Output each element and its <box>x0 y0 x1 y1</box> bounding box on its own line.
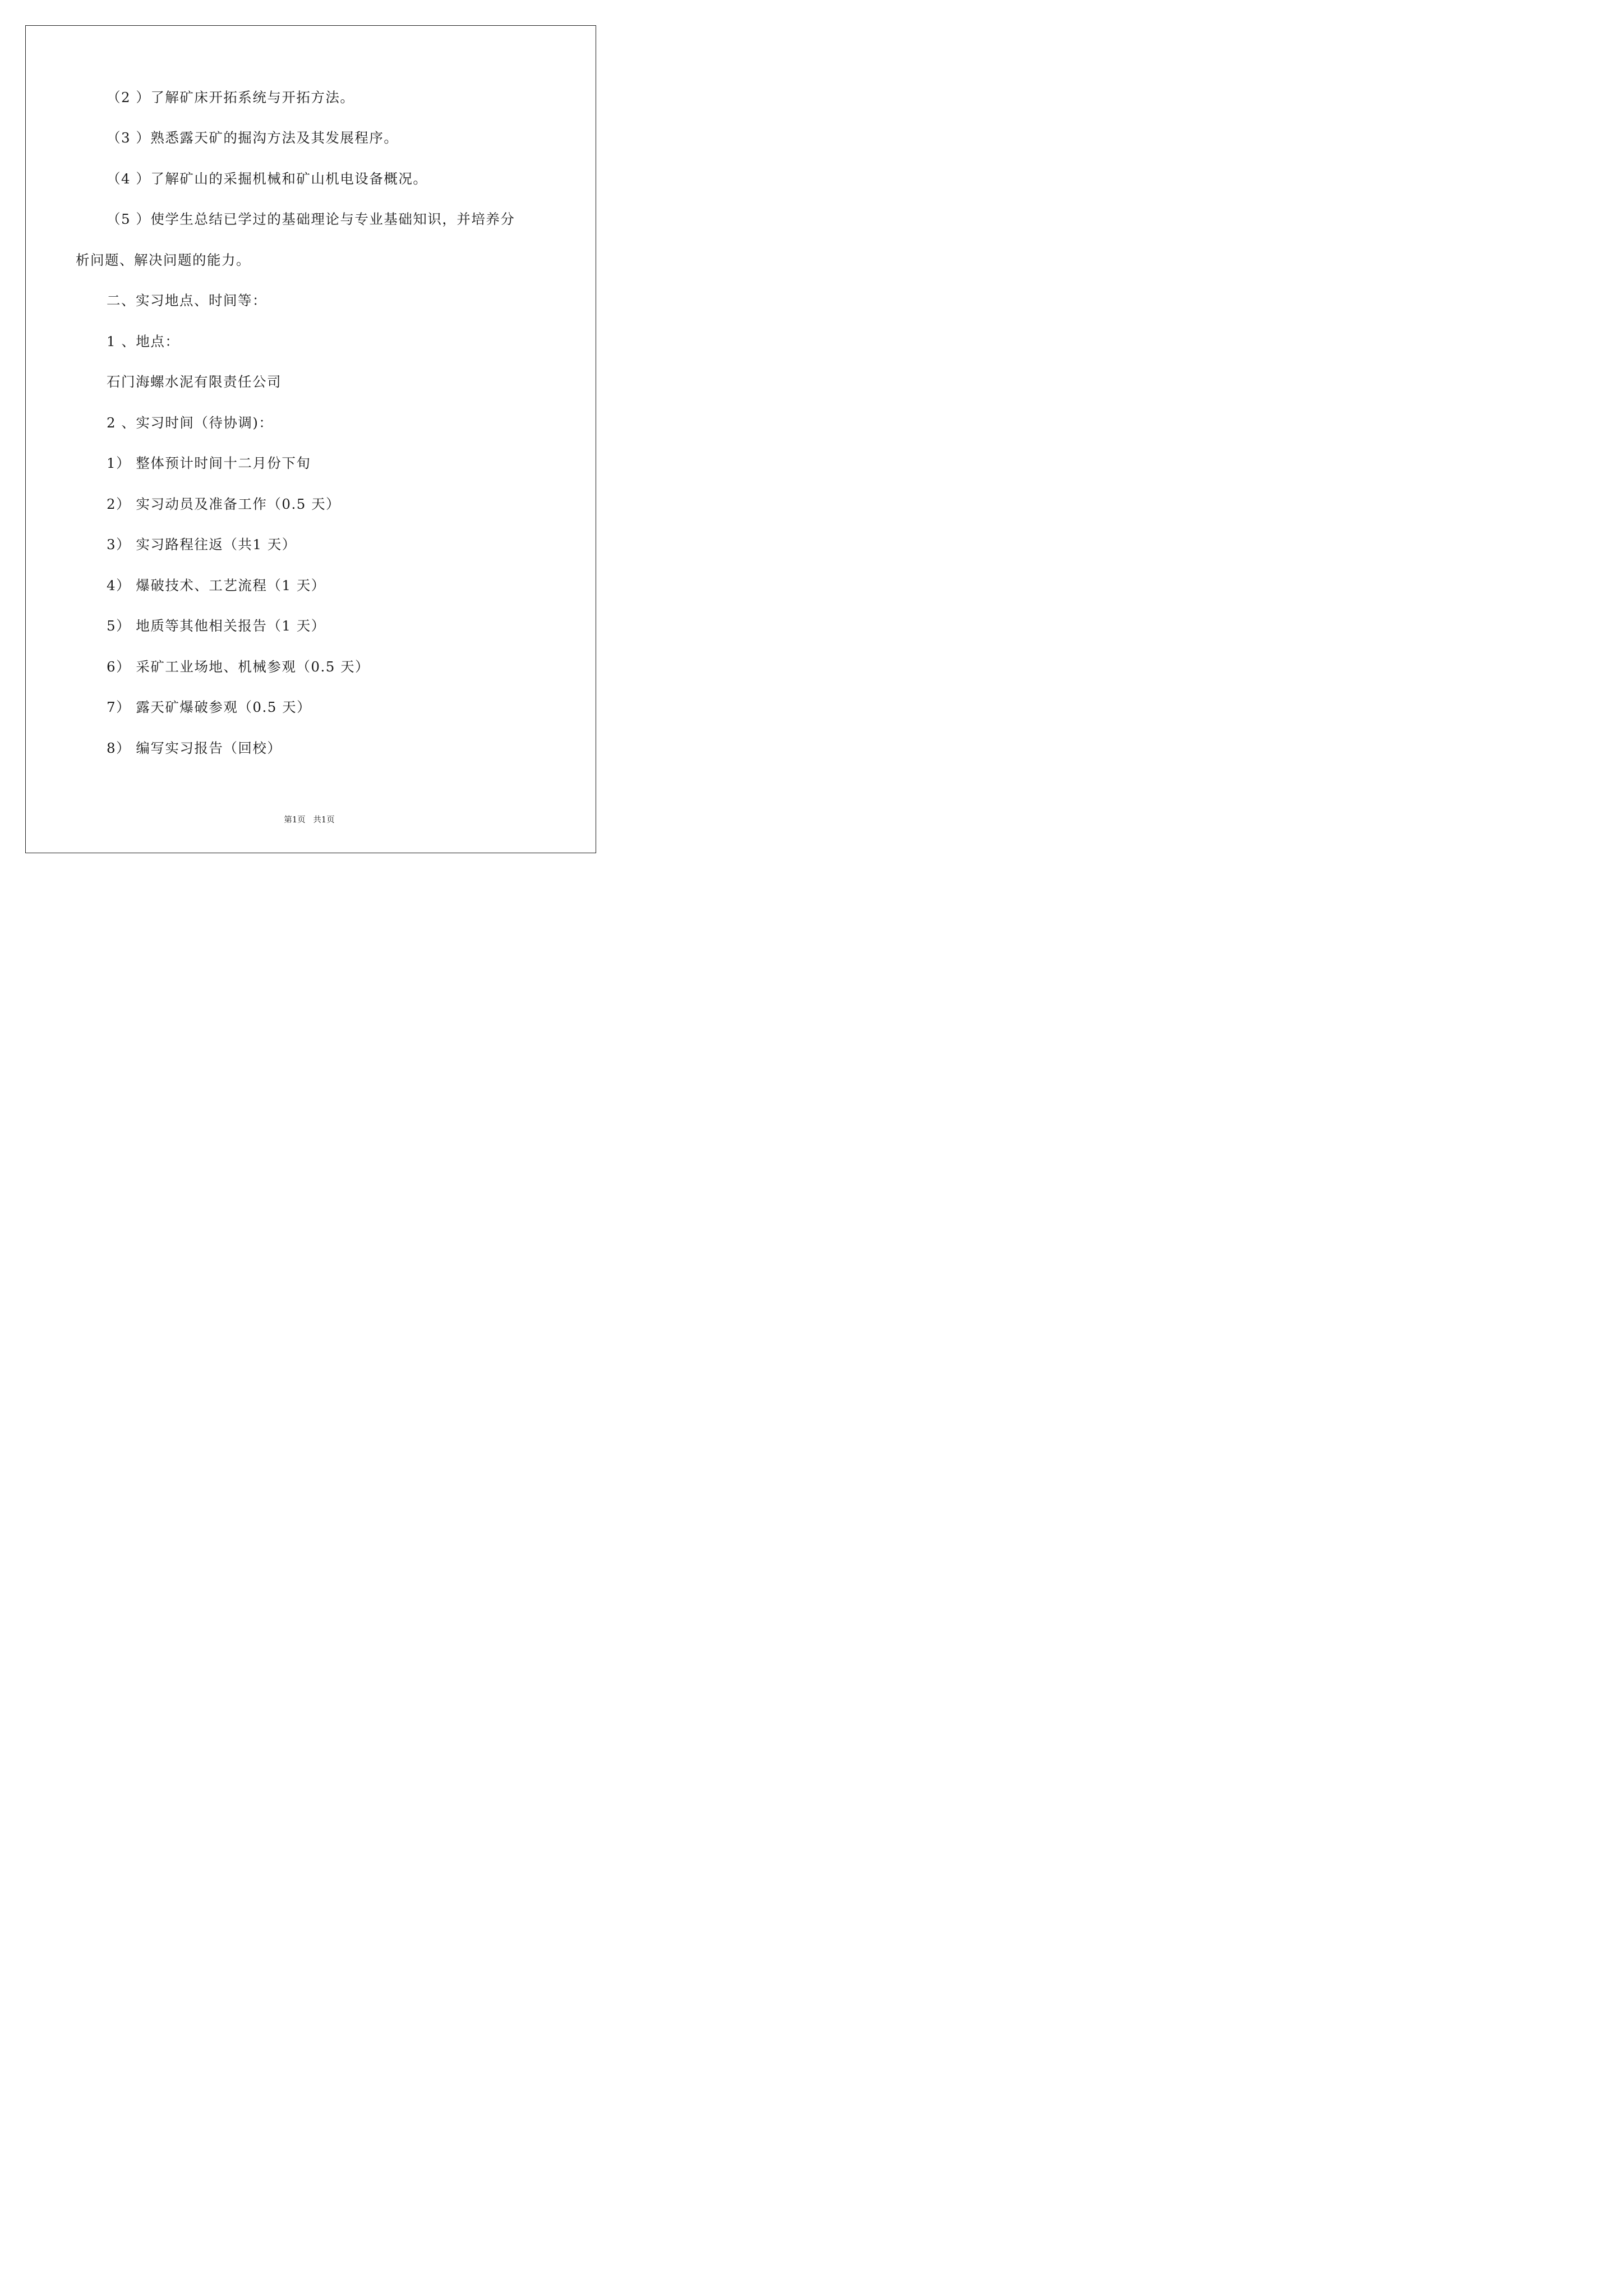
list-item: 3） 实习路程往返（共1 天） <box>107 536 297 553</box>
list-item: 4） 爆破技术、工艺流程（1 天） <box>107 577 326 593</box>
list-item: 7） 露天矿爆破参观（0.5 天） <box>107 699 312 715</box>
text-line: （5 ）使学生总结已学过的基础理论与专业基础知识，并培养分 <box>107 211 515 227</box>
list-item: 2） 实习动员及准备工作（0.5 天） <box>107 496 341 512</box>
text-line: （4 ）了解矿山的采掘机械和矿山机电设备概况。 <box>107 171 428 187</box>
text-line: 2 、实习时间（待协调)： <box>107 415 274 431</box>
text-line: （2 ）了解矿床开拓系统与开拓方法。 <box>107 89 355 105</box>
text-line: （3 ）熟悉露天矿的掘沟方法及其发展程序。 <box>107 130 399 146</box>
section-heading: 二、实习地点、时间等： <box>107 292 267 309</box>
list-item: 1） 整体预计时间十二月份下旬 <box>107 455 311 471</box>
list-item: 5） 地质等其他相关报告（1 天） <box>107 618 326 634</box>
text-line: 析问题、解决问题的能力。 <box>76 252 251 268</box>
list-item: 8） 编写实习报告（回校） <box>107 740 282 756</box>
text-line: 石门海螺水泥有限责任公司 <box>107 374 282 390</box>
page-border <box>25 25 596 853</box>
page-number-footer: 第1页 共1页 <box>284 816 335 825</box>
text-line: 1 、地点： <box>107 333 180 349</box>
list-item: 6） 采矿工业场地、机械参观（0.5 天） <box>107 659 370 675</box>
